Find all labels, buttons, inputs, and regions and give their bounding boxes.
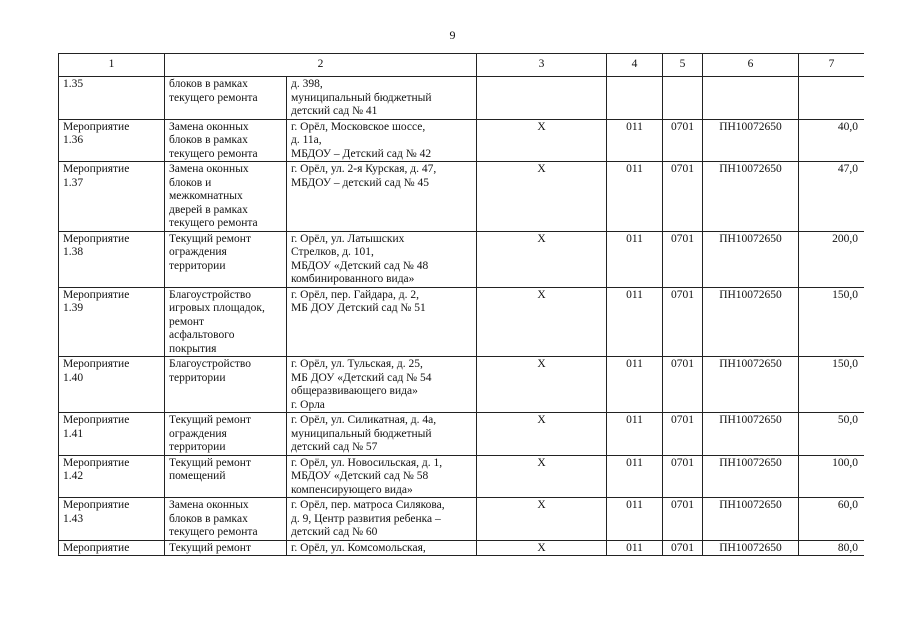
column-3-value: Х [477, 413, 607, 456]
measure-number: Мероприятие 1.39 [59, 287, 165, 357]
measure-number: Мероприятие 1.43 [59, 498, 165, 541]
target-article-code: ПН10072650 [703, 498, 799, 541]
ministry-code: 011 [607, 119, 663, 162]
measure-address: г. Орёл, ул. 2-я Курская, д. 47, МБДОУ – детский сад № 45 [287, 162, 477, 232]
target-article-code: ПН10072650 [703, 357, 799, 413]
measure-address: г. Орёл, ул. Тульская, д. 25, МБ ДОУ «Детский сад № 54 общеразвивающего вида» г. Орла [287, 357, 477, 413]
measure-address: г. Орёл, ул. Латышских Стрелков, д. 101, МБДОУ «Детский сад № 48 комбинированного вида» [287, 231, 477, 287]
target-article-code: ПН10072650 [703, 162, 799, 232]
measure-address: г. Орёл, пер. матроса Силякова, д. 9, Центр развития ребенка – детский сад № 60 [287, 498, 477, 541]
column-3-value: Х [477, 231, 607, 287]
amount: 50,0 [799, 413, 865, 456]
header-row [59, 54, 865, 77]
column-3-value: Х [477, 455, 607, 498]
section-code: 0701 [663, 498, 703, 541]
ministry-code: 011 [607, 540, 663, 556]
measure-title: Замена оконных блоков в рамках текущего ремонта [165, 119, 287, 162]
table-row [59, 119, 865, 162]
table-row [59, 498, 865, 541]
target-article-code: ПН10072650 [703, 119, 799, 162]
section-code: 0701 [663, 119, 703, 162]
table-row [59, 413, 865, 456]
ministry-code [607, 77, 663, 120]
measure-title: Текущий ремонт ограждения территории [165, 231, 287, 287]
header-col-7: 7 [799, 54, 865, 77]
target-article-code: ПН10072650 [703, 413, 799, 456]
measure-number: Мероприятие 1.42 [59, 455, 165, 498]
ministry-code: 011 [607, 498, 663, 541]
column-3-value: Х [477, 287, 607, 357]
section-code: 0701 [663, 231, 703, 287]
measure-address: г. Орёл, Московское шоссе, д. 11а, МБДОУ – Детский сад № 42 [287, 119, 477, 162]
budget-table [58, 53, 864, 556]
amount: 60,0 [799, 498, 865, 541]
measure-title: Текущий ремонт помещений [165, 455, 287, 498]
measure-address: д. 398, муниципальный бюджетный детский сад № 41 [287, 77, 477, 120]
table-row [59, 455, 865, 498]
measure-address: г. Орёл, ул. Силикатная, д. 4а, муниципальный бюджетный детский сад № 57 [287, 413, 477, 456]
header-col-1: 1 [59, 54, 165, 77]
section-code: 0701 [663, 455, 703, 498]
section-code: 0701 [663, 357, 703, 413]
column-3-value: Х [477, 357, 607, 413]
table-row [59, 357, 865, 413]
page-number: 9 [449, 28, 456, 42]
ministry-code: 011 [607, 162, 663, 232]
section-code: 0701 [663, 287, 703, 357]
measure-title: Замена оконных блоков в рамках текущего ремонта [165, 498, 287, 541]
measure-title: Текущий ремонт [165, 540, 287, 556]
measure-address: г. Орёл, ул. Новосильская, д. 1, МБДОУ «Детский сад № 58 компенсирующего вида» [287, 455, 477, 498]
column-3-value: Х [477, 162, 607, 232]
target-article-code [703, 77, 799, 120]
table-row [59, 231, 865, 287]
amount: 100,0 [799, 455, 865, 498]
header-col-4: 4 [607, 54, 663, 77]
measure-title: блоков в рамках текущего ремонта [165, 77, 287, 120]
header-col-5: 5 [663, 54, 703, 77]
column-3-value: Х [477, 540, 607, 556]
section-code: 0701 [663, 162, 703, 232]
amount: 150,0 [799, 287, 865, 357]
column-3-value: Х [477, 498, 607, 541]
amount [799, 77, 865, 120]
measure-number: Мероприятие 1.36 [59, 119, 165, 162]
section-code: 0701 [663, 540, 703, 556]
ministry-code: 011 [607, 287, 663, 357]
measure-address: г. Орёл, пер. Гайдара, д. 2, МБ ДОУ Детский сад № 51 [287, 287, 477, 357]
header-col-6: 6 [703, 54, 799, 77]
table-row [59, 162, 865, 232]
target-article-code: ПН10072650 [703, 540, 799, 556]
measure-number: Мероприятие [59, 540, 165, 556]
header-col-3: 3 [477, 54, 607, 77]
target-article-code: ПН10072650 [703, 287, 799, 357]
section-code [663, 77, 703, 120]
measure-number: Мероприятие 1.41 [59, 413, 165, 456]
measure-title: Благоустройство игровых площадок, ремонт асфальтового покрытия [165, 287, 287, 357]
column-3-value: Х [477, 119, 607, 162]
table-row [59, 287, 865, 357]
amount: 47,0 [799, 162, 865, 232]
target-article-code: ПН10072650 [703, 455, 799, 498]
measure-number: Мероприятие 1.40 [59, 357, 165, 413]
amount: 40,0 [799, 119, 865, 162]
target-article-code: ПН10072650 [703, 231, 799, 287]
measure-number: Мероприятие 1.38 [59, 231, 165, 287]
measure-address: г. Орёл, ул. Комсомольская, [287, 540, 477, 556]
table-row [59, 77, 865, 120]
ministry-code: 011 [607, 357, 663, 413]
amount: 80,0 [799, 540, 865, 556]
budget-table-wrapper [58, 53, 864, 588]
measure-number: 1.35 [59, 77, 165, 120]
amount: 200,0 [799, 231, 865, 287]
column-3-value [477, 77, 607, 120]
measure-title: Благоустройство территории [165, 357, 287, 413]
table-row [59, 540, 865, 556]
ministry-code: 011 [607, 413, 663, 456]
measure-title: Текущий ремонт ограждения территории [165, 413, 287, 456]
section-code: 0701 [663, 413, 703, 456]
header-col-2: 2 [165, 54, 477, 77]
ministry-code: 011 [607, 455, 663, 498]
measure-number: Мероприятие 1.37 [59, 162, 165, 232]
measure-title: Замена оконных блоков и межкомнатных дверей в рамках текущего ремонта [165, 162, 287, 232]
amount: 150,0 [799, 357, 865, 413]
ministry-code: 011 [607, 231, 663, 287]
